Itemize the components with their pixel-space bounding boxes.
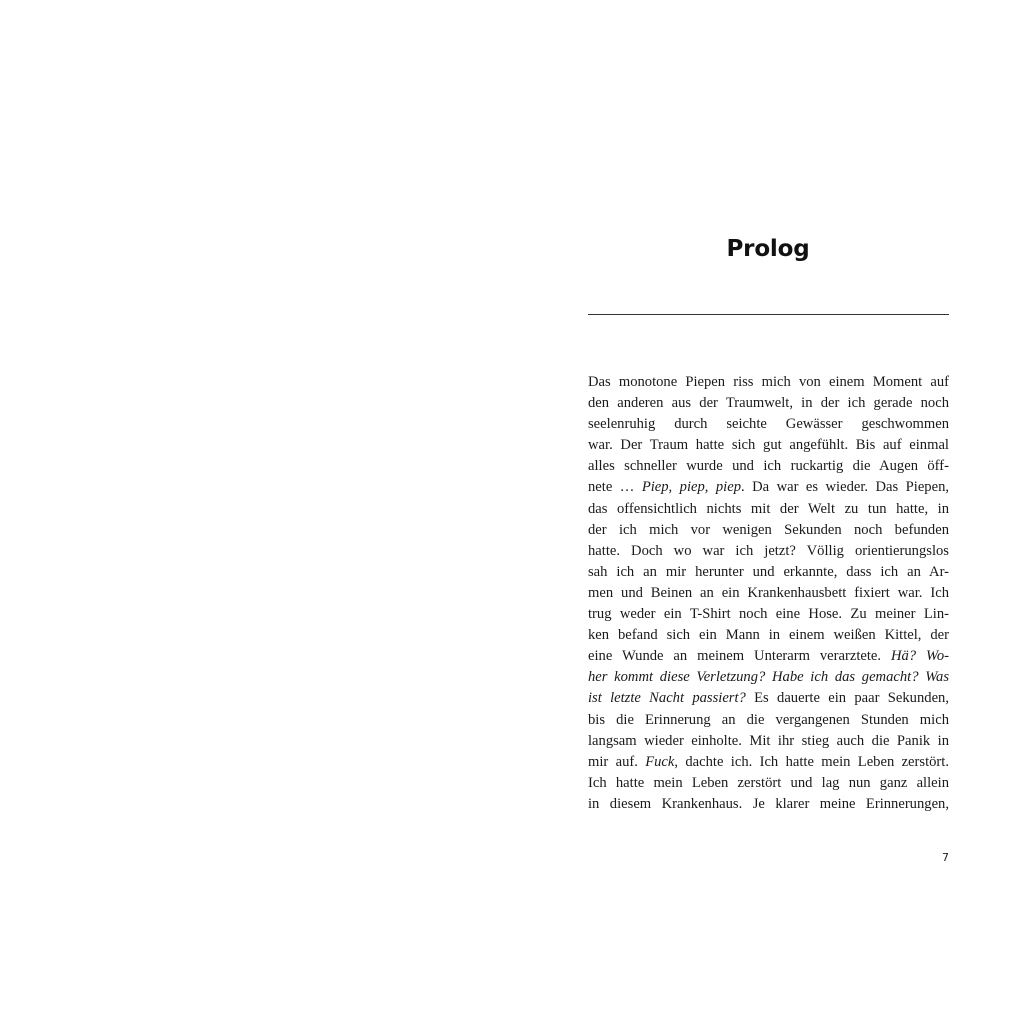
italic-text-segment: ist letzte Nacht passiert?	[588, 690, 746, 707]
text-line	[588, 710, 949, 731]
text-line	[588, 688, 949, 709]
text-line	[588, 435, 949, 456]
text-segment: der ich mich vor wenigen Sekunden noch befunden	[588, 521, 949, 538]
text-segment: men und Beinen an ein Krankenhausbett fixiert war. Ich	[588, 584, 949, 601]
text-line	[588, 562, 949, 583]
text-line	[588, 393, 949, 414]
text-line	[588, 604, 949, 625]
text-line	[588, 625, 949, 646]
text-line	[588, 773, 949, 794]
text-line	[588, 414, 949, 435]
text-line	[588, 794, 949, 815]
italic-text-segment: her kommt diese Verletzung? Habe ich das gemacht? Was	[588, 669, 949, 686]
text-segment: . Da war es wieder. Das Piepen,	[741, 479, 949, 496]
right-page	[512, 0, 1024, 1024]
body-text	[588, 372, 949, 815]
chapter-divider-rule	[588, 314, 949, 315]
text-line	[588, 477, 949, 498]
text-segment: bis die Erinnerung an die vergangenen Stunden mich	[588, 711, 949, 728]
text-line	[588, 372, 949, 393]
text-line	[588, 499, 949, 520]
text-segment: langsam wieder einholte. Mit ihr stieg auch die Panik in	[588, 732, 949, 749]
text-line	[588, 667, 949, 688]
text-segment: , dachte ich. Ich hatte mein Leben zerstört.	[674, 753, 949, 770]
text-line	[588, 456, 949, 477]
text-segment: mir auf.	[588, 753, 646, 770]
text-segment: Ich hatte mein Leben zerstört und lag nun ganz allein	[588, 774, 949, 791]
italic-text-segment: Fuck	[645, 753, 675, 770]
text-segment: den anderen aus der Traumwelt, in der ich gerade noch	[588, 395, 949, 412]
chapter-title: Prolog	[726, 236, 810, 262]
text-line	[588, 583, 949, 604]
text-segment: trug weder ein T-Shirt noch eine Hose. Zu meiner Lin-	[588, 606, 949, 623]
text-segment: in diesem Krankenhaus. Je klarer meine Erinnerungen,	[588, 795, 949, 812]
page-number: 7	[942, 851, 949, 864]
text-segment: Es dauerte ein paar Sekunden,	[745, 690, 949, 707]
text-segment: hatte. Doch wo war ich jetzt? Völlig orientierungslos	[588, 542, 949, 559]
text-line	[588, 731, 949, 752]
text-segment: eine Wunde an meinem Unterarm verarztete.	[588, 648, 891, 665]
text-line	[588, 541, 949, 562]
text-line	[588, 752, 949, 773]
text-segment: das offensichtlich nichts mit der Welt zu tun hatte, in	[588, 500, 949, 517]
text-segment: sah ich an mir herunter und erkannte, dass ich an Ar-	[588, 563, 949, 580]
text-segment: alles schneller wurde und ich ruckartig die Augen öff-	[588, 458, 949, 475]
text-segment: Das monotone Piepen riss mich von einem Moment auf	[588, 374, 949, 390]
italic-text-segment: Piep, piep, piep	[641, 479, 742, 496]
text-segment: ken befand sich ein Mann in einem weißen Kittel, der	[588, 627, 949, 644]
text-line	[588, 520, 949, 541]
italic-text-segment: Hä? Wo-	[890, 648, 949, 665]
text-segment: war. Der Traum hatte sich gut angefühlt. Bis auf einmal	[588, 437, 949, 454]
text-segment: nete …	[588, 479, 642, 496]
text-segment: seelenruhig durch seichte Gewässer geschwommen	[588, 416, 949, 433]
text-line	[588, 646, 949, 667]
